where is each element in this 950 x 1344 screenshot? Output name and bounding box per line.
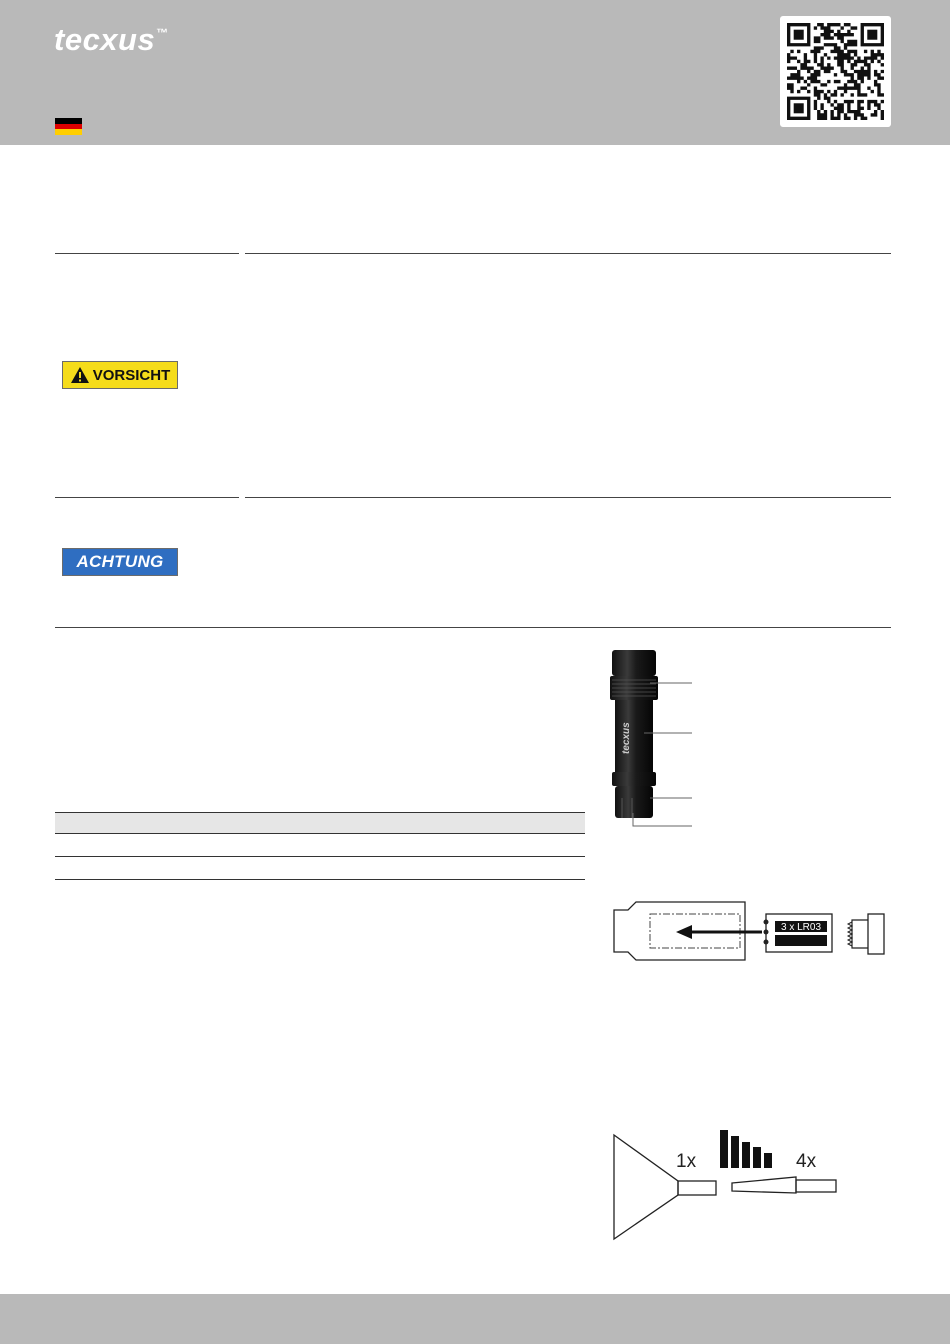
caution-label: VORSICHT [92, 366, 171, 384]
brand-name: tecxus [54, 22, 156, 57]
caution-badge [62, 361, 178, 389]
table-row-divider [55, 856, 585, 857]
multi-press-label: 4x [796, 1151, 817, 1172]
flashlight-figure [600, 648, 710, 830]
tail-button-outline-tapered [732, 1177, 796, 1193]
qr-code-icon [787, 23, 884, 120]
light-modes-figure [610, 1125, 850, 1243]
notice-badge [62, 548, 178, 576]
tail-button-outline [678, 1181, 716, 1195]
arrow-head-icon [676, 925, 692, 939]
table-row-divider [55, 879, 585, 880]
notice-label: ACHTUNG [76, 552, 164, 571]
flashlight-brand-text: tecxus [621, 722, 632, 754]
page-footer [0, 1294, 950, 1344]
section-divider [55, 627, 891, 628]
end-cap-drawing [848, 914, 884, 954]
flashlight-outline [614, 1135, 678, 1239]
page-header [0, 0, 950, 145]
flashlight-head [612, 650, 656, 676]
single-press-label: 1x [676, 1151, 697, 1172]
section-divider [55, 497, 891, 498]
german-flag-icon [55, 118, 82, 135]
table-header-row [55, 812, 585, 834]
section-divider [55, 253, 891, 254]
trademark-symbol: ™ [156, 26, 169, 40]
brand-logo [54, 22, 169, 58]
battery-type-label: 3 x LR03 [780, 922, 822, 933]
battery-label-box [775, 935, 827, 946]
battery-insertion-figure [610, 900, 890, 966]
battery-holder [766, 914, 832, 952]
brightness-levels-icon [720, 1130, 772, 1168]
flashlight-collar [612, 772, 656, 786]
qr-code [780, 16, 891, 127]
flashlight-tail-cap [615, 786, 653, 818]
warning-triangle-icon [70, 366, 90, 384]
